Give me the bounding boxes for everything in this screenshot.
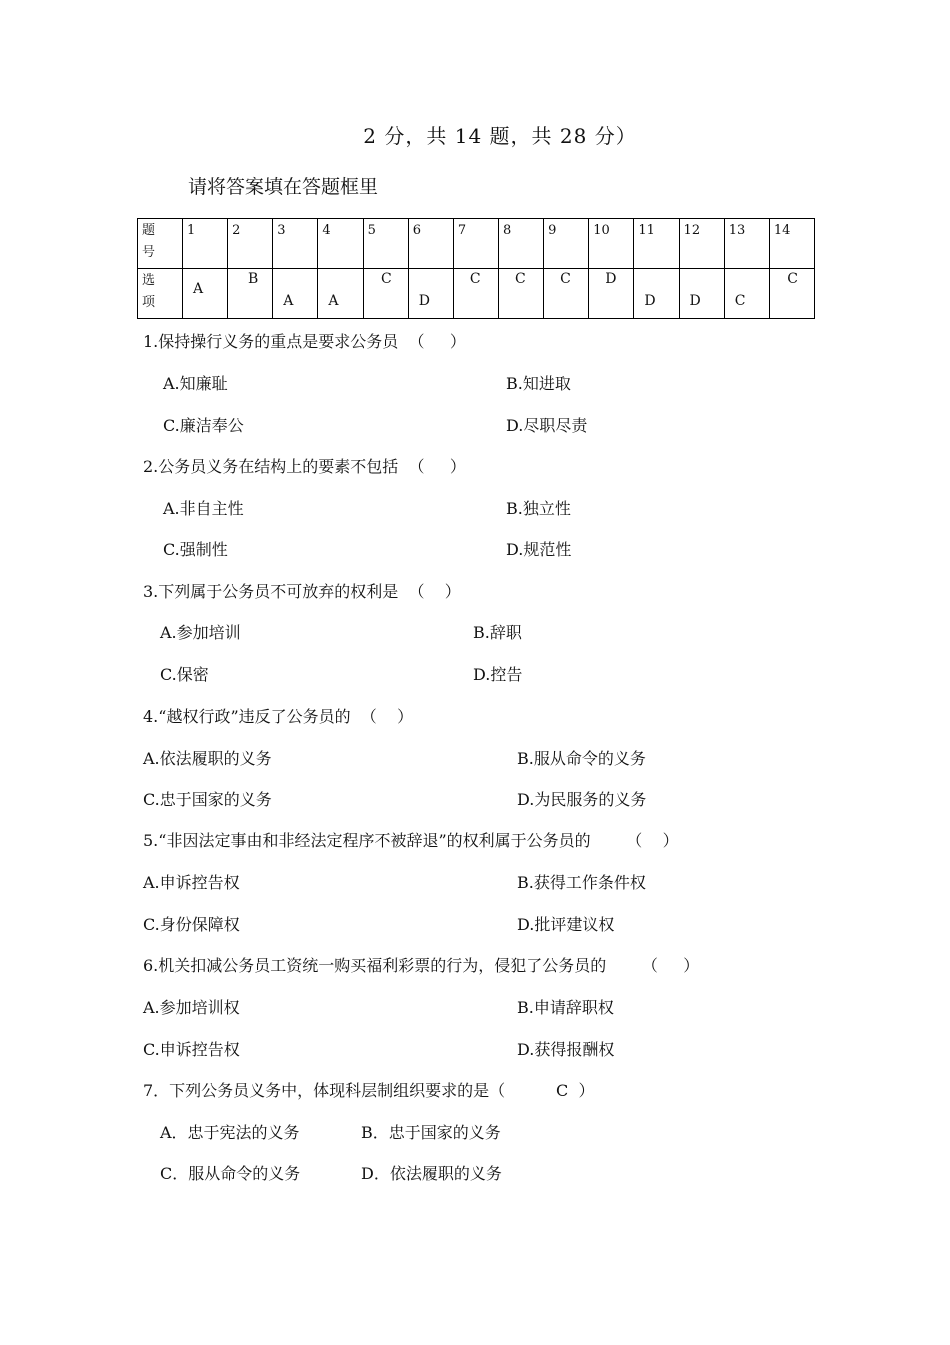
question-1-stem: 1.保持操行义务的重点是要求公务员 （ ） — [143, 332, 466, 351]
question-1-option-a: A.知廉耻 — [163, 374, 228, 393]
answer-cell — [724, 269, 769, 319]
instruction-text: 请将答案填在答题框里 — [188, 176, 379, 198]
question-7-option-d: D．依法履职的义务 — [361, 1164, 502, 1183]
question-1-option-c: C.廉洁奉公 — [163, 416, 244, 435]
answer-value: A — [328, 293, 339, 309]
number-cell: 5 — [363, 219, 408, 269]
number-cell: 12 — [679, 219, 724, 269]
answer-cell — [273, 269, 318, 319]
row-label: 题 号 — [142, 223, 156, 260]
answer-value: D — [689, 293, 701, 309]
question-6-stem: 6.机关扣减公务员工资统一购买福利彩票的行为，侵犯了公务员的 （ ） — [143, 956, 700, 975]
question-3-option-d: D.控告 — [473, 665, 523, 684]
question-2-option-d: D.规范性 — [506, 540, 572, 559]
question-4-stem: 4.“越权行政”违反了公务员的 （ ） — [143, 707, 414, 726]
answer-value: C — [560, 271, 571, 287]
question-3-option-c: C.保密 — [160, 665, 209, 684]
question-4-option-c: C.忠于国家的义务 — [143, 790, 272, 809]
answer-value: D — [418, 293, 430, 309]
answer-cell — [228, 269, 273, 319]
question-2-option-a: A.非自主性 — [163, 499, 244, 518]
question-3-option-a: A.参加培训 — [160, 623, 241, 642]
answer-cell — [408, 269, 453, 319]
question-5-option-d: D.批评建议权 — [517, 915, 615, 934]
answer-value: D — [644, 293, 656, 309]
number-cell: 7 — [453, 219, 498, 269]
row-label-cell — [138, 219, 183, 269]
question-3-stem: 3.下列属于公务员不可放弃的权利是 （ ） — [143, 582, 461, 601]
question-3-option-b: B.辞职 — [473, 623, 522, 642]
question-2-option-c: C.强制性 — [163, 540, 228, 559]
answer-value: C — [469, 271, 481, 287]
answer-value: C — [787, 271, 798, 287]
answer-cell — [769, 269, 814, 319]
question-2-stem: 2.公务员义务在结构上的要素不包括 （ ） — [143, 457, 466, 476]
question-2-option-b: B.独立性 — [506, 499, 571, 518]
answer-cell — [634, 269, 679, 319]
number-cell: 6 — [408, 219, 453, 269]
answer-cell — [453, 269, 498, 319]
number-cell: 1 — [183, 219, 228, 269]
question-7-option-c: C．服从命令的义务 — [160, 1164, 301, 1183]
number-cell: 11 — [634, 219, 679, 269]
answer-value: A — [283, 293, 294, 309]
answer-cell — [498, 269, 543, 319]
answer-table-number-row — [138, 219, 815, 269]
answer-value: B — [247, 271, 259, 287]
answer-cell — [183, 269, 228, 319]
answer-cell — [363, 269, 408, 319]
number-cell: 9 — [544, 219, 589, 269]
answer-cell — [318, 269, 363, 319]
question-6-option-d: D.获得报酬权 — [517, 1040, 615, 1059]
question-5-option-b: B.获得工作条件权 — [517, 873, 646, 892]
answer-table-answer-row — [138, 269, 815, 319]
number-cell: 10 — [589, 219, 634, 269]
question-6-option-a: A.参加培训权 — [143, 998, 240, 1017]
answer-cell — [679, 269, 724, 319]
answer-cell — [544, 269, 589, 319]
answer-value: C — [734, 293, 746, 309]
question-5-option-c: C.身份保障权 — [143, 915, 240, 934]
answer-table — [137, 218, 815, 319]
answer-value: C — [380, 271, 392, 287]
answer-value: C — [514, 271, 526, 287]
question-6-option-c: C.申诉控告权 — [143, 1040, 240, 1059]
question-7-option-b: B．忠于国家的义务 — [361, 1123, 501, 1142]
number-cell: 8 — [498, 219, 543, 269]
number-cell: 14 — [769, 219, 814, 269]
number-cell: 2 — [228, 219, 273, 269]
answer-cell — [589, 269, 634, 319]
answer-value: A — [193, 281, 204, 297]
question-5-stem: 5.“非因法定事由和非经法定程序不被辞退”的权利属于公务员的 （ ） — [143, 831, 679, 850]
answer-value: D — [605, 271, 617, 287]
section-heading: 2 分，共 14 题，共 28 分） — [363, 124, 637, 148]
question-7-option-a: A．忠于宪法的义务 — [160, 1123, 300, 1142]
question-1-option-b: B.知进取 — [506, 374, 571, 393]
question-7-stem: 7．下列公务员义务中，体现科层制组织要求的是（ C ） — [143, 1081, 595, 1100]
number-cell: 13 — [724, 219, 769, 269]
question-6-option-b: B.申请辞职权 — [517, 998, 614, 1017]
question-4-option-a: A.依法履职的义务 — [143, 749, 272, 768]
question-1-option-d: D.尽职尽责 — [506, 416, 588, 435]
row-label-cell — [138, 269, 183, 319]
number-cell: 3 — [273, 219, 318, 269]
question-4-option-b: B.服从命令的义务 — [517, 749, 646, 768]
row-label: 选 项 — [142, 273, 156, 310]
question-4-option-d: D.为民服务的义务 — [517, 790, 647, 809]
question-5-option-a: A.申诉控告权 — [143, 873, 240, 892]
number-cell: 4 — [318, 219, 363, 269]
